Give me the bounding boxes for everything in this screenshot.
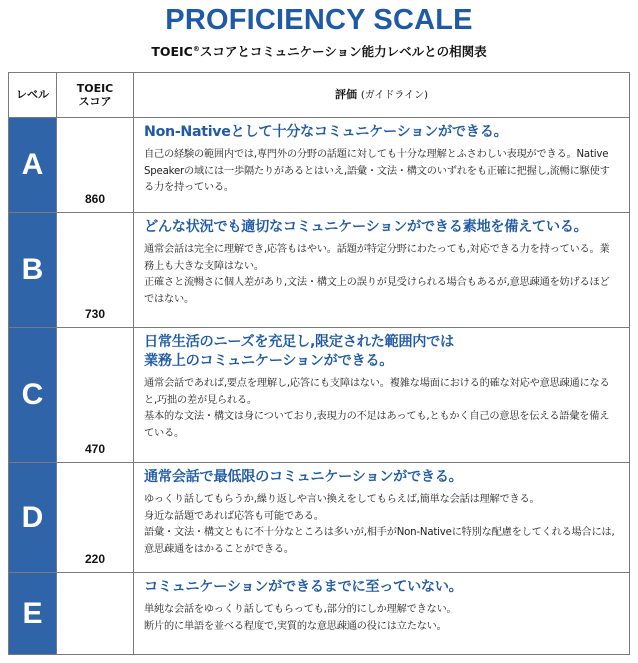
evaluation-heading [144,123,619,142]
score-header-line1: TOEIC [76,81,114,95]
evaluation-heading-line: 日常生活のニーズを充足し,限定された範囲内では [144,334,454,350]
evaluation-heading [144,468,619,487]
evaluation-paragraph: 断片的に単語を並べる程度で,実質的な意思疎通の役には立たない。 [144,620,447,632]
level-cell: B [9,213,57,328]
evaluation-heading [144,218,619,237]
score-value: 860 [84,192,106,206]
evaluation-paragraph: 基本的な文法・構文は身についており,表現力の不足はあっても,ともかく自己の意思を伝える語彙を備えている。 [144,411,610,439]
evaluation-text [144,242,619,308]
subtitle-text: スコアとコミュニケーション能力レベルとの相関表 [199,44,487,59]
evaluation-heading [144,578,619,597]
table-row [9,213,630,328]
column-header-level: レベル [9,73,57,118]
level-cell: C [9,328,57,463]
evaluation-heading-line: Non-Nativeとして十分なコミュニケーションができる。 [144,124,508,140]
score-cell [57,328,134,463]
evaluation-cell [134,118,630,213]
evaluation-paragraph: 正確さと流暢さに個人差があり,文法・構文上の誤りが見受けられる場合もあるが,意思疎通を妨げるほどではない。 [144,277,610,305]
evaluation-paragraph: 自己の経験の範囲内では,専門外の分野の話題に対しても十分な理解とふさわしい表現ができる。Native Speakerの域には一歩隔たりがあるとはいえ,語彙・文法・構文のいずれをも正確に把握し,流暢に駆使する力を持っている。 [144,149,610,193]
evaluation-paragraph: 単純な会話をゆっくり話してもらっても,部分的にしか理解できない。 [144,604,457,615]
table-row [9,328,630,463]
evaluation-text [144,602,619,635]
score-cell [57,463,134,573]
evaluation-heading-line: 通常会話で最低限のコミュニケーションができる。 [144,469,463,485]
level-cell: A [9,118,57,213]
evaluation-paragraph: 通常会話は完全に理解でき,応答もはやい。話題が特定分野にわたっても,対応できる力を持っている。業務上も大きな支障はない。 [144,244,610,272]
column-header-score [57,73,134,118]
proficiency-table [8,72,630,655]
level-cell: D [9,463,57,573]
evaluation-heading [144,333,619,371]
score-value: 730 [84,307,106,321]
score-cell [57,118,134,213]
page-subtitle [0,42,638,60]
column-header-evaluation [134,73,630,118]
evaluation-cell [134,328,630,463]
evaluation-cell [134,213,630,328]
score-value [57,648,133,654]
score-header-line2: スコア [78,95,112,108]
page-title: PROFICIENCY SCALE [165,4,473,36]
evaluation-paragraph: ゆっくり話してもらうか,繰り返しや言い換えをしてもらえば,簡単な会話は理解できる。 [144,494,540,505]
score-value: 470 [84,442,106,456]
eval-header-main: 評価 [334,88,357,101]
score-value: 220 [84,552,106,566]
eval-header-sub: (ガイドライン) [360,90,429,101]
evaluation-paragraph: 身近な話題であれば応答も可能である。 [144,510,324,522]
table-row [9,118,630,213]
evaluation-paragraph: 通常会話であれば,要点を理解し,応答にも支障はない。複雑な場面における的確な対応や意思疎通になると,巧拙の差が見られる。 [144,378,610,406]
table-header-row [9,73,630,118]
score-cell [57,573,134,655]
subtitle-brand: TOEIC [151,44,193,59]
evaluation-cell [134,573,630,655]
evaluation-heading-line: 業務上のコミュニケーションができる。 [144,353,394,369]
table-row [9,573,630,655]
evaluation-heading-line: どんな状況でも適切なコミュニケーションができる素地を備えている。 [144,219,588,235]
evaluation-text [144,376,619,442]
evaluation-text [144,147,619,197]
table-row [9,463,630,573]
evaluation-heading-line: コミュニケーションができるまでに至っていない。 [144,579,463,595]
evaluation-text [144,492,619,558]
evaluation-paragraph: 語彙・文法・構文ともに不十分なところは多いが,相手がNon-Nativeに特別な配慮をしてくれる場合には,意思疎通をはかることができる。 [144,527,615,555]
registered-mark: ® [192,44,200,53]
level-cell: E [9,573,57,655]
evaluation-cell [134,463,630,573]
score-cell [57,213,134,328]
